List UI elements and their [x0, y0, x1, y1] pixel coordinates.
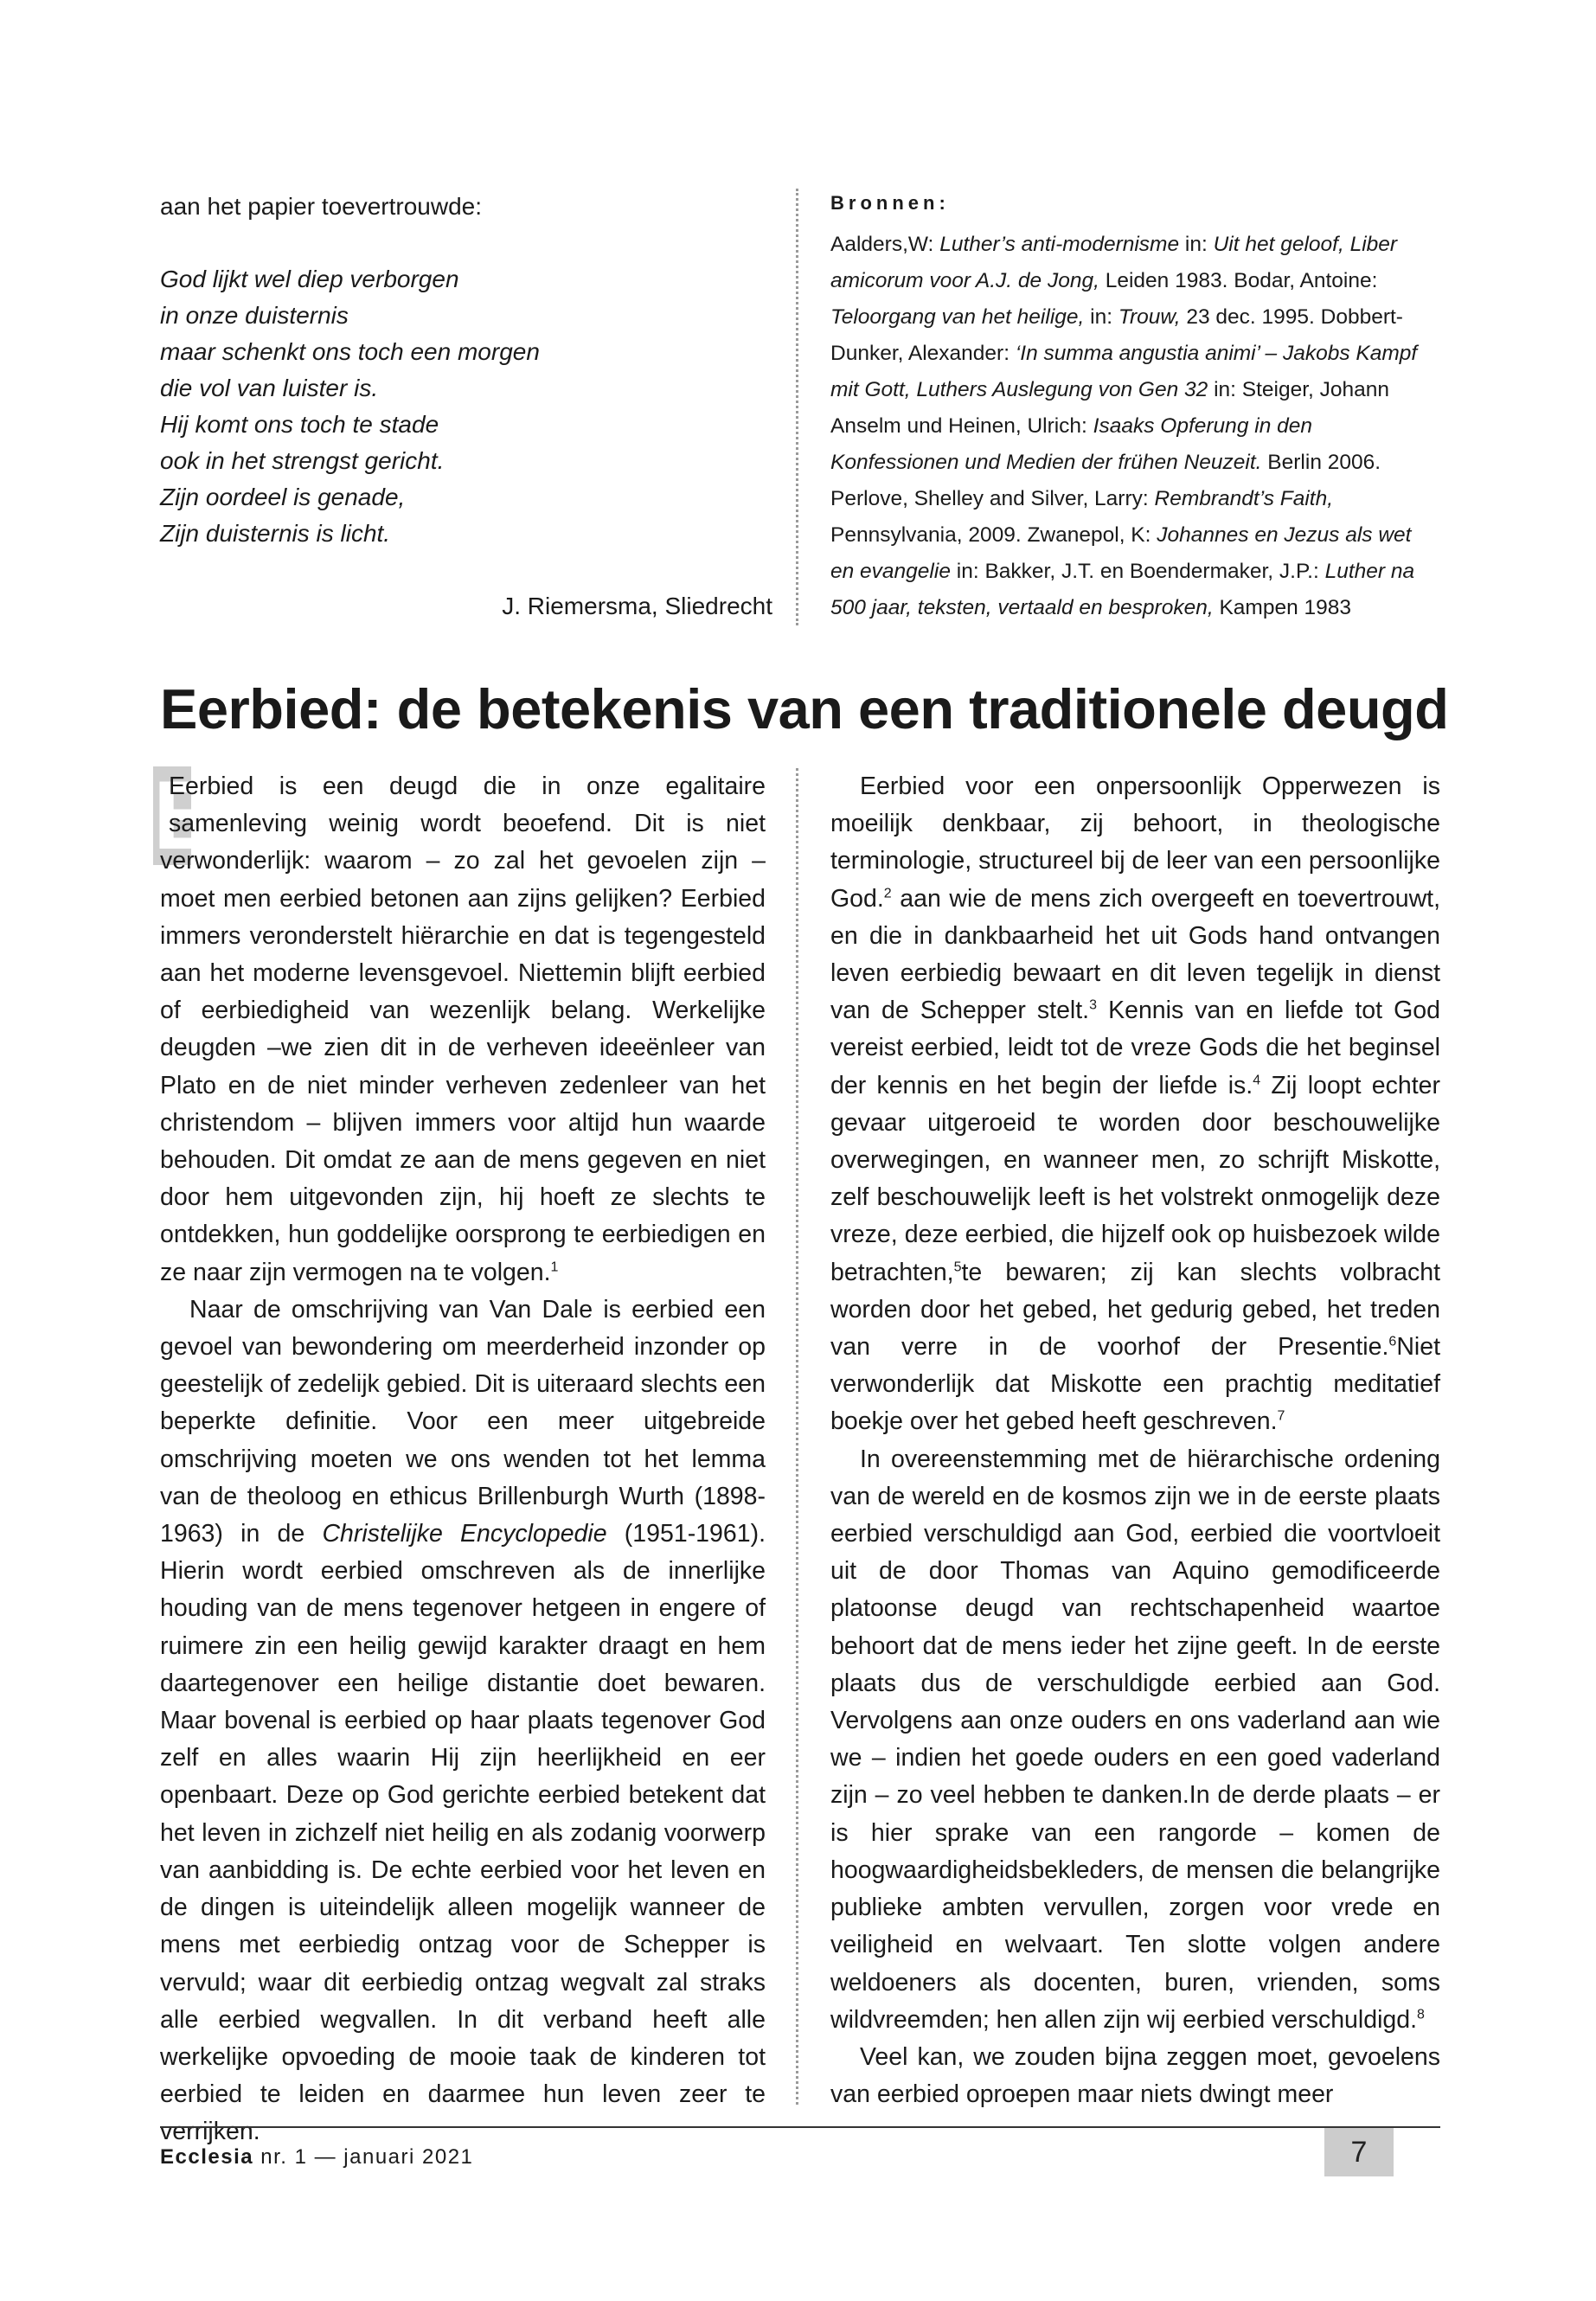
- paragraph-text: (1951-1961). Hierin wordt eerbied omschreven als de innerlijke houding van de mens tegenover hetgeen in engere of ruimere zin een heilig gewijd karakter draagt en hem daartegenover een heilige distantie doet bewaren. Maar bovenal is eerbied op haar plaats tegenover God zelf en alles waarin Hij zijn heerlijkheid en eer openbaart. Deze op God gerichte eerbied betekent dat het leven in zichzelf niet heilig en als zodanig voorwerp van aanbidding is. De echte eerbied voor het leven en de dingen is uiteindelijk alleen mogelijk wanneer de mens met eerbiedig ontzag voor de Schepper is vervuld; waar dit eerbiedig ontzag wegvalt zal straks alle eerbied wegvallen. In dit verband heeft alle werkelijke opvoeding de mooie taak de kinderen tot eerbied te leiden en daarmee hun leven zeer te verrijken.: [160, 1520, 766, 2146]
- column-divider-top: [796, 189, 798, 625]
- poem-line: in onze duisternis: [160, 302, 349, 329]
- drop-cap: E: [153, 761, 218, 869]
- poem-line: Zijn oordeel is genade,: [160, 484, 406, 510]
- source-text: Leiden 1983. Bodar, Antoine:: [1099, 269, 1378, 292]
- poem-line: God lijkt wel diep verborgen: [160, 266, 459, 292]
- source-text: 23 dec. 1995. Dobbert-Dunker, Alexander:: [830, 305, 1403, 365]
- source-title: Rembrandt’s Faith,: [1154, 487, 1334, 510]
- footnote-marker: 2: [883, 886, 892, 901]
- article-title: Eerbied: de betekenis van een traditionele deugd: [160, 677, 1449, 740]
- poem-author: J. Riemersma, Sliedrecht: [502, 593, 772, 619]
- paragraph-text: Eerbied voor een onpersoonlijk Opperwezen is moeilijk denkbaar, zij behoort, in theologische terminologie, structureel bij de leer van een persoonlijke God.: [830, 772, 1440, 913]
- source-text: Berlin 2006. Perlove, Shelley and Silver, Larry:: [830, 451, 1381, 510]
- sources-list: [830, 227, 1440, 626]
- paragraph: [830, 1441, 1440, 2039]
- source-text: in: Steiger, Johann Anselm und Heinen, Ulrich:: [830, 378, 1390, 438]
- footer-rule: [160, 2126, 1440, 2128]
- source-text: Aalders,W:: [830, 233, 940, 256]
- poem-line: maar schenkt ons toch een morgen: [160, 338, 540, 365]
- paragraph-text: In overeenstemming met de hiërarchische ordening van de wereld en de kosmos zijn we in de eerste plaats eerbied verschuldigd aan God, eerbied die voortvloeit uit de door Thomas van Aquino gemodificeerde platoonse deugd van rechtschapenheid waartoe behoort dat de mens ieder het zijne geeft. In de eerste plaats dus de verschuldigde eerbied aan God. Vervolgens aan onze ouders en ons vaderland aan wie we – indien het goede ouders en een goed vaderland zijn – zo veel hebben te danken.In de derde plaats – er is hier sprake van een rangorde – komen de hoogwaardigheidsbekleders, de mensen die belangrijke publieke ambten vervullen, zorgen voor vrede en veiligheid en welvaart. Ten slotte volgen andere weldoeners als docenten, buren, vrienden, soms wildvreemden; hen allen zijn wij eerbied verschuldigd.: [830, 1445, 1440, 2034]
- footer-publication: [160, 2145, 473, 2170]
- poem-line: die vol van luister is.: [160, 375, 379, 401]
- page-number: 7: [1324, 2128, 1394, 2176]
- source-text: Pennsylvania, 2009. Zwanepol, K:: [830, 523, 1157, 547]
- drop-cap-space: [160, 768, 169, 837]
- paragraph-text: te bewaren; zij kan slechts volbracht worden door het gebed, het gedurig gebed, het treden van verre in de voorhof der Presentie.: [830, 1258, 1440, 1362]
- source-text: in: Bakker, J.T. en Boendermaker, J.P.:: [950, 560, 1325, 583]
- paragraph-text: Naar de omschrijving van Van Dale is eerbied een gevoel van bewondering om meerderheid inzonder op geestelijk of zedelijk gebied. Dit is uiteraard slechts een beperkte definitie. Voor een meer uitgebreide omschrijving moeten we ons wenden tot het lemma van de theoloog en ethicus Brillenburgh Wurth (1898-1963) in de: [160, 1295, 766, 1548]
- source-title: Trouw,: [1118, 305, 1181, 329]
- paragraph: [830, 768, 1440, 1441]
- paragraph-text: Zij loopt echter gevaar uitgeroeid te worden door beschouwelijke overwegingen, en wanneer men, zo schrijft Miskotte, zelf beschouwelijk leeft is het volstrekt onmogelijk deze vreze, deze eerbied, die hijzelf ook op huisbezoek wilde betrachten,: [830, 1071, 1440, 1286]
- footnote-marker: 3: [1089, 997, 1097, 1013]
- poem: [160, 261, 766, 552]
- source-text: Kampen 1983: [1213, 596, 1352, 619]
- article-column-2: [830, 768, 1440, 2113]
- source-title: Uit het geloof, Liber amicorum voor A.J. de Jong,: [830, 233, 1398, 292]
- paragraph-text: Niet verwonderlijk dat Miskotte een prachtig meditatief boekje over het gebed heeft geschreven.: [830, 1333, 1440, 1436]
- source-title: Isaaks Opferung in den Konfessionen und Medien der frühen Neuzeit.: [830, 414, 1312, 474]
- poem-intro: aan het papier toevertrouwde:: [160, 193, 483, 220]
- paragraph: [160, 1292, 766, 2151]
- paragraph-text: Eerbied is een deugd die in onze egalitaire samenleving weinig wordt beoefend. Dit is niet verwonderlijk: waarom – zo zal het gevoelen zijn – moet men eerbied betonen aan zijns gelijken? Eerbied immers veronderstelt hiërarchie en dat is tegengesteld aan het moderne levensgevoel. Niettemin blijft eerbied of eerbiedigheid van wezenlijk belang. Werkelijke deugden –we zien dit in de verheven ideeënleer van Plato en de niet minder verheven zedenleer van het christendom – blijven immers voor altijd hun waarde behouden. Dit omdat ze aan de mens gegeven en niet door hem uitgevonden zijn, hij hoeft ze slechts te ontdekken, hun goddelijke oorsprong te eerbiedigen en ze naar zijn vermogen na te volgen.: [160, 772, 766, 1286]
- footnote-marker: 5: [953, 1259, 962, 1275]
- source-title: ‘In summa angustia animi’ – Jakobs Kampf mit Gott, Luthers Auslegung von Gen 32: [830, 342, 1418, 401]
- source-text: in:: [1084, 305, 1118, 329]
- source-title: Luther na 500 jaar, teksten, vertaald en besproken,: [830, 560, 1415, 619]
- source-title: Teloorgang van het heilige,: [830, 305, 1085, 329]
- footnote-marker: 6: [1388, 1334, 1397, 1349]
- paragraph-text: aan wie de mens zich overgeeft en toevertrouwt, en die in dankbaarheid het uit Gods hand ontvangen leven eerbiedig bewaart en dit leven tegelijk in dienst van de Schepper stelt.: [830, 884, 1440, 1025]
- footnote-marker: 4: [1253, 1073, 1261, 1088]
- emphasis-text: Christelijke Encyclopedie: [322, 1520, 607, 1548]
- source-title: Luther’s anti-modernisme: [939, 233, 1180, 256]
- column-divider-bottom: [796, 768, 798, 2105]
- source-text: in:: [1179, 233, 1214, 256]
- footnote-marker: 1: [550, 1259, 559, 1275]
- poem-line: Hij komt ons toch te stade: [160, 411, 439, 438]
- footnote-marker: 7: [1277, 1408, 1285, 1424]
- magazine-name: Ecclesia: [160, 2145, 254, 2169]
- article-column-1: [160, 768, 766, 2151]
- paragraph: [160, 768, 766, 1292]
- sources-heading: Bronnen:: [830, 192, 950, 214]
- source-title: Johannes en Jezus als wet en evangelie: [830, 523, 1412, 583]
- paragraph: [830, 2039, 1440, 2113]
- poem-line: Zijn duisternis is licht.: [160, 520, 391, 547]
- paragraph-text: Veel kan, we zouden bijna zeggen moet, gevoelens van eerbied oproepen maar niets dwingt meer: [830, 2042, 1440, 2109]
- issue-info: nr. 1 — januari 2021: [253, 2145, 474, 2169]
- paragraph-text: Kennis van en liefde tot God vereist eerbied, leidt tot de vreze Gods die het beginsel der kennis en het begin der liefde is.: [830, 997, 1440, 1099]
- footnote-marker: 8: [1417, 2007, 1425, 2022]
- poem-line: ook in het strengst gericht.: [160, 447, 445, 474]
